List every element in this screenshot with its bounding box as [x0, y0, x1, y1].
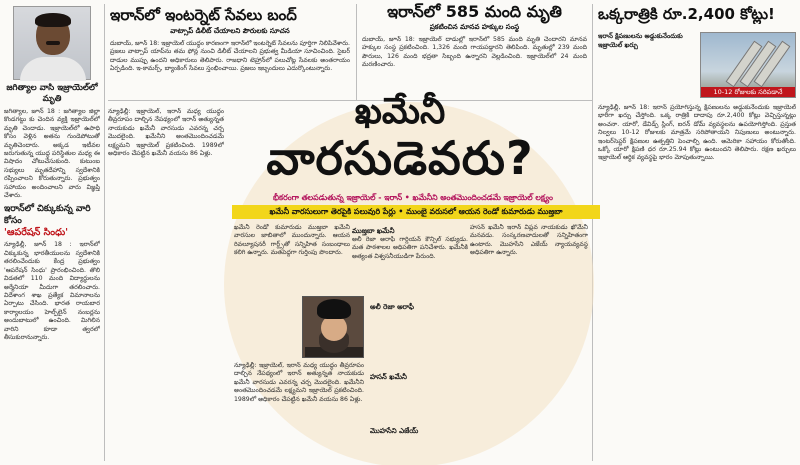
internet-article — [110, 6, 350, 36]
lead-body-a: ఖమేనీ రెండో కుమారుడు ముజ్తబా ఖమేనీ వారసుల జాబితాలో ముందున్నారు. ఆయన రివల్యూషనరీ గార్డ్స్‌తో సన్నిహిత సంబంధాలు కలిగి ఉన్నారు. మతపెద్దగా గుర్తింపు పొందారు. — [234, 224, 350, 257]
crore-headline: ఒక్కరాత్రికి రూ.2,400 కోట్లు! — [598, 5, 775, 23]
khamenei-son-photo — [302, 296, 364, 358]
lead-kicker: భీకరంగా తలపడుతున్న ఇజ్రాయెల్ - ఇరాన్ • ఖమేనీని అంతమొందించడమే ఇజ్రాయెల్ లక్ష్యం — [273, 193, 553, 202]
lead-headline-line2: వారసుడెవరు? — [266, 131, 534, 185]
lead-body-b: అలీ రెజా అరాఫీ గార్డియన్ కౌన్సిల్ సభ్యుడు. మత పాఠశాలల అధిపతిగా పనిచేశారు. ఖమేనీకి అత్యంత విశ్వసనీయుడిగా పేరుంది. — [352, 236, 468, 260]
lead-subhead-4: మొహసేని ఎజేయ్ — [370, 427, 419, 435]
lead-kicker-highlight: ఖమేనీ వారసులుగా తెరపైకి పలువురి పేర్లు • ముంబై వరుసలో ఆయన రెండో కుమారుడు ముజ్తబా — [232, 205, 600, 219]
operation-heading-red: 'ఆపరేషన్ సింధు' — [4, 227, 69, 239]
lead-subhead-2: అలీ రెజా అరాఫీ — [370, 303, 414, 311]
lead-subhead-1: ముజ్తబా ఖమేనీ — [352, 227, 395, 235]
crore-article — [598, 4, 798, 24]
internet-body: దుబాయ్, జూన్ 18: ఇజ్రాయెల్ యుద్ధం కారణంగా ఇరాన్‌లో ఇంటర్నెట్ సేవలను పూర్తిగా నిలిపివేశారు. ప్రజలు వాట్సాప్ యాప్‌ను తమ ఫోన్ల నుంచి డిలీట్ చేయాలని ప్రభుత్వ మీడియా సూచించింది. సైబర్ దాడుల ముప్పు ఉందని అధికారులు తెలిపారు. రాజధాని టెహ్రాన్‌లో పలుచోట్ల సేవలకు అంతరాయం ఏర్పడింది. ఇ-కామర్స్, బ్యాంకింగ్ సేవలు స్తంభించాయి. ప్రజలు ఇబ్బందులు ఎదుర్కొంటున్నారు. — [110, 40, 350, 73]
left-column — [4, 4, 100, 461]
lead-body-d: న్యూఢిల్లీ: ఇజ్రాయెల్, ఇరాన్ మధ్య యుద్ధం తీవ్రరూపం దాల్చిన నేపథ్యంలో ఇరాన్ అత్యున్నత నాయకుడు ఖమేనీ వారసుడు ఎవరన్న చర్చ మొదలైంది. ఖమేనీని అంతమొందించడమే లక్ష్యమని ఇజ్రాయెల్ ప్రకటించింది. 1989లో అధికారం చేపట్టిన ఖమేనీ వయసు 86 ఏళ్లు. — [234, 362, 364, 403]
operation-heading-text: ఇరాన్‌లో చిక్కుకున్న వారి కోసం — [4, 204, 91, 227]
article-body-jagityal: జగిత్యాల, జూన్ 18 : జగిత్యాల జిల్లా కొండగట్టు కు చెందిన వ్యక్తి ఇజ్రాయెల్‌లో మృతి చెందాడు. ఇజ్రాయెల్‌లో ఉపాధి కోసం వెళ్లిన అతను గుండెపోటుతో మృతిచెందారు. అక్కడ ఇటీవల జరుగుతున్న యుద్ధ పరిస్థితుల మధ్య ఈ విషాదం చోటుచేసుకుంది. కుటుంబ సభ్యులు మృతదేహాన్ని స్వదేశానికి రప్పించాలని కోరుతున్నారు. ప్రభుత్వం సహాయం అందించాలని వారు విజ్ఞప్తి చేశారు. — [4, 108, 100, 200]
lead-sub-1-wrap — [352, 224, 468, 236]
internet-subheadline: వాట్సాప్ డిలీట్ చేయాలని పౌరులకు సూచన — [170, 27, 290, 35]
missile-photo — [700, 32, 796, 98]
person-photo — [13, 6, 91, 80]
divider — [104, 4, 105, 461]
deaths-headline: ఇరాన్‌లో 585 మంది మృతి — [387, 2, 562, 21]
divider — [356, 4, 357, 100]
missile-badge: 10-12 రోజులకు సరిపడానే — [701, 87, 795, 97]
lead-headline-line1: ఖమేనీ — [354, 91, 446, 132]
lead-body-c: హసన్ ఖమేనీ ఇరాన్ విప్లవ నాయకుడు ఖొమేనీ మనవడు. సంస్కరణవాదులతో సన్నిహితంగా ఉంటారు. మొహసేని ఎజేయ్ న్యాయవ్యవస్థ అధిపతిగా ఉన్నారు. — [470, 224, 588, 257]
lead-subhead-3: హసన్ ఖమేనీ — [370, 373, 407, 381]
photo-caption: జగిత్యాల వాసి ఇజ్రాయెల్‌లో మృతి — [6, 83, 98, 104]
crore-body-top — [598, 66, 696, 106]
article-heading-operation — [4, 203, 100, 239]
lead-body-left: న్యూఢిల్లీ: ఇజ్రాయెల్, ఇరాన్ మధ్య యుద్ధం తీవ్రరూపం దాల్చిన నేపథ్యంలో ఇరాన్ అత్యున్నత నాయకుడు ఖమేనీ వారసుడు ఎవరన్న చర్చ మొదలైంది. ఖమేనీని అంతమొందించడమే లక్ష్యమని ఇజ్రాయెల్ ప్రకటించింది. 1989లో అధికారం చేపట్టిన ఖమేనీ వయసు 86 ఏళ్లు. — [108, 108, 224, 158]
internet-headline: ఇరాన్‌లో ఇంటర్నెట్ సేవలు బంద్ — [110, 6, 297, 24]
deaths-article — [362, 2, 587, 32]
crore-subheadline: ఇరాన్ క్షిపణులను అడ్డుకునేందుకు ఇజ్రాయెల్ ఖర్చు — [598, 32, 683, 49]
deaths-subheadline: ప్రకటించిన మానవ హక్కుల సంస్థ — [429, 23, 520, 31]
lead-column-mid — [370, 300, 466, 460]
deaths-body: దుబాయ్, జూన్ 18: ఇజ్రాయెల్ దాడుల్లో ఇరాన్‌లో 585 మంది మృతి చెందారని మానవ హక్కుల సంస్థ ప్రకటించింది. 1,326 మంది గాయపడ్డారని తెలిపింది. మృతుల్లో 239 మంది పౌరులు, 126 మంది భద్రతా సిబ్బంది ఉన్నారని వెల్లడించింది. ఇజ్రాయెల్‌లో 24 మంది మరణించారు. — [362, 36, 587, 69]
crore-body: న్యూఢిల్లీ, జూన్ 18: ఇరాన్ ప్రయోగిస్తున్న క్షిపణులను అడ్డుకునేందుకు ఇజ్రాయెల్ భారీగా ఖర్చు చేస్తోంది. ఒక్క రాత్రికి దాదాపు రూ.2,400 కోట్లు వెచ్చిస్తున్నట్లు అంచనా. యారో, డేవిడ్స్ స్లింగ్, ఐరన్ డోమ్ వ్యవస్థలను ఉపయోగిస్తోంది. ప్రస్తుత నిల్వలు 10-12 రోజులకు మాత్రమే సరిపోతాయని నిపుణులు అంటున్నారు. ఇంటర్‌సెప్టర్ క్షిపణుల ఉత్పత్తిని పెంచాల్సి ఉంది. అమెరికా సహాయం కోరుతోంది. ఒక్కో యారో క్షిపణి ధర రూ.25.94 కోట్లు ఉంటుందని తెలిపారు. రక్షణ ఖర్చులు ఇజ్రాయెల్ ఆర్థిక వ్యవస్థపై భారం మోపుతున్నాయి. — [598, 104, 796, 162]
lead-headline — [250, 92, 550, 184]
divider — [592, 4, 593, 461]
article-body-operation: న్యూఢిల్లీ, జూన్ 18 : ఇరాన్‌లో చిక్కుకున్న భారతీయులను స్వదేశానికి తరలించేందుకు కేంద్ర ప్రభుత్వం 'ఆపరేషన్ సింధు' ప్రారంభించింది. తొలి విడతలో 110 మంది విద్యార్థులను అర్మేనియా మీదుగా తరలించారు. విదేశాంగ శాఖ ప్రత్యేక విమానాలను ఏర్పాటు చేసింది. భారత రాయబార కార్యాలయం హెల్ప్‌లైన్ నంబర్లను అందుబాటులో ఉంచింది. మిగిలిన వారిని కూడా త్వరలో తీసుకురానున్నారు. — [4, 241, 100, 341]
